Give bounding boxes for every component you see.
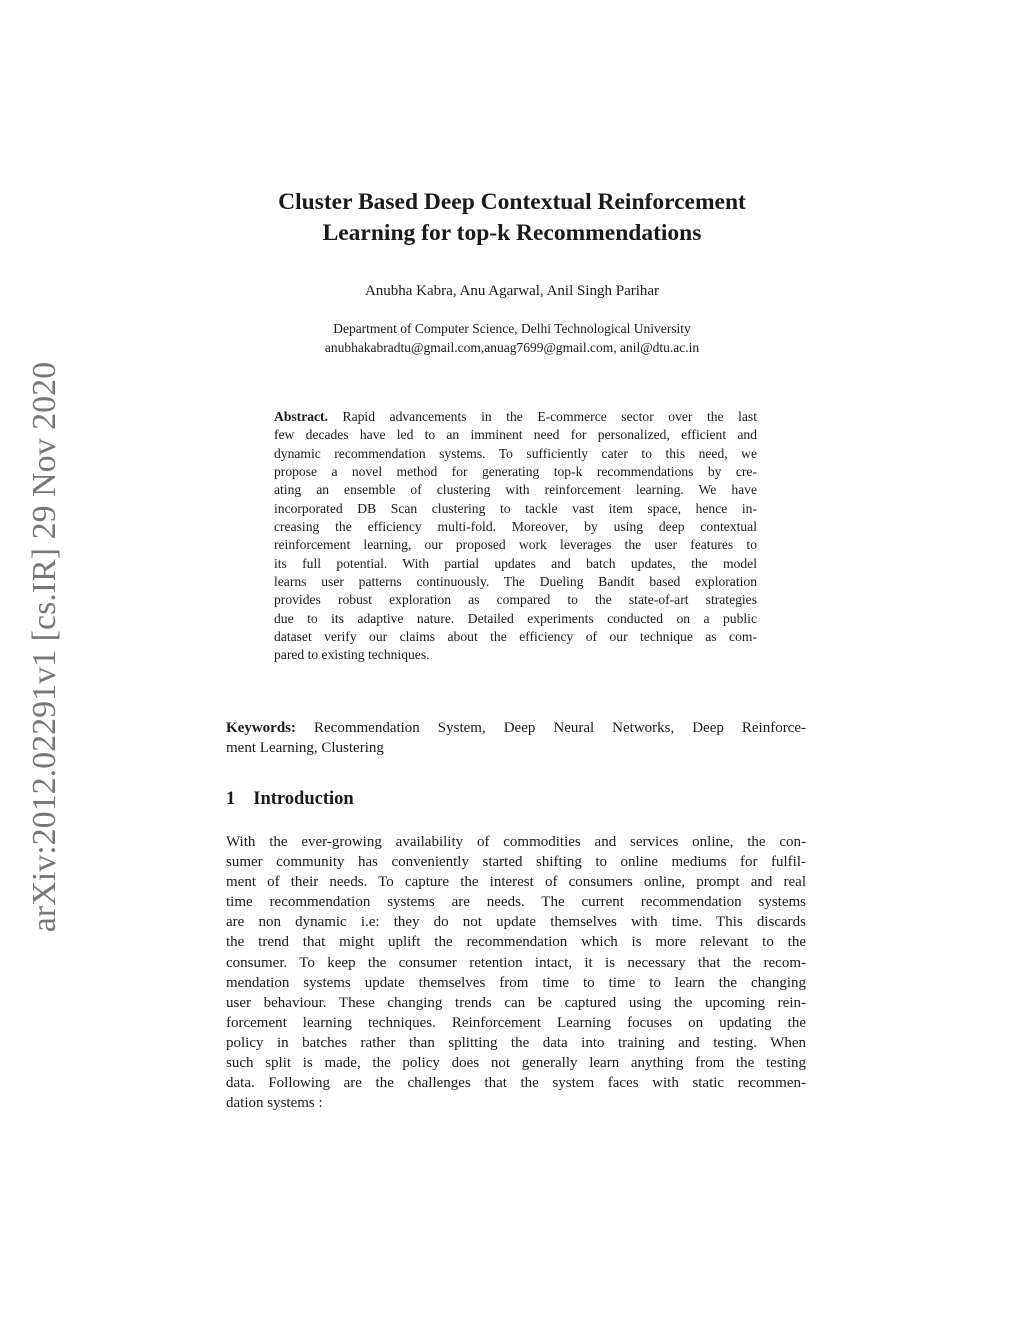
title-line: Cluster Based Deep Contextual Reinforcement	[278, 189, 746, 215]
title-line: Learning for top-k Recommendations	[322, 220, 702, 246]
text-line: policy in batches rather than splitting the data into training and testing. When	[226, 1034, 806, 1051]
keywords	[226, 718, 806, 758]
text-line: its full potential. With partial updates and batch updates, the model	[274, 555, 757, 571]
affiliation: Department of Computer Science, Delhi Technological University	[333, 321, 691, 336]
text-line: dynamic recommendation systems. To sufficiently cater to this need, we	[274, 445, 757, 461]
line-text: Recommendation System, Deep Neural Networks, Deep Reinforce-	[314, 720, 806, 736]
line-text: Rapid advancements in the E-commerce sector over the last	[342, 409, 757, 424]
text-line: mendation systems update themselves from time to time to learn the changing	[226, 974, 806, 991]
section-number: 1	[226, 789, 236, 809]
affiliation-block	[0, 319, 1024, 357]
text-line: forcement learning techniques. Reinforcement Learning focuses on updating the	[226, 1014, 806, 1031]
text-line: time recommendation systems are needs. The current recommendation systems	[226, 894, 806, 911]
section-heading	[226, 789, 372, 810]
text-line: consumer. To keep the consumer retention intact, it is necessary that the recom-	[226, 954, 806, 971]
text-line: propose a novel method for generating top-k recommendations by cre-	[274, 464, 757, 480]
text-line: With the ever-growing availability of commodities and services online, the con-	[226, 834, 806, 850]
arxiv-side-stamp: arXiv:2012.02291v1 [cs.IR] 29 Nov 2020	[26, 361, 63, 933]
text-line: reinforcement learning, our proposed work leverages the user features to	[274, 537, 757, 553]
text-line: creasing the efficiency multi-fold. Moreover, by using deep contextual	[274, 519, 757, 535]
authors: Anubha Kabra, Anu Agarwal, Anil Singh Parihar	[364, 283, 660, 299]
text-line: pared to existing techniques.	[274, 647, 430, 663]
text-line: incorporated DB Scan clustering to tackle vast item space, hence in-	[274, 500, 757, 516]
introduction-body	[226, 832, 806, 1113]
paper-title	[0, 187, 1024, 249]
label: Abstract.	[274, 409, 328, 424]
text-line	[274, 408, 757, 426]
text-line: dation systems :	[226, 1095, 323, 1112]
text-line: dataset verify our claims about the efficiency of our technique as com-	[274, 629, 757, 645]
text-line: such split is made, the policy does not generally learn anything from the testing	[226, 1055, 806, 1072]
text-line: ating an ensemble of clustering with reinforcement learning. We have	[274, 482, 757, 498]
text-line: ment of their needs. To capture the interest of consumers online, prompt and real	[226, 874, 806, 891]
text-line: due to its adaptive nature. Detailed experiments conducted on a public	[274, 610, 757, 626]
text-line: ment Learning, Clustering	[226, 740, 384, 756]
text-line: provides robust exploration as compared to the state-of-art strategies	[274, 592, 757, 608]
text-line	[226, 718, 806, 738]
text-line: the trend that might uplift the recommendation which is more relevant to the	[226, 934, 806, 951]
text-line: user behaviour. These changing trends can be captured using the upcoming rein-	[226, 994, 806, 1011]
emails: anubhakabradtu@gmail.com,anuag7699@gmail.com, anil@dtu.ac.in	[324, 340, 700, 355]
label: Keywords:	[226, 720, 296, 736]
section-title: Introduction	[253, 789, 354, 809]
text-line: few decades have led to an imminent need for personalized, efficient and	[274, 427, 757, 443]
text-line: sumer community has conveniently started shifting to online mediums for fulfil-	[226, 854, 806, 871]
text-line: learns user patterns continuously. The Dueling Bandit based exploration	[274, 574, 757, 590]
text-line: are non dynamic i.e: they do not update themselves with time. This discards	[226, 914, 806, 931]
abstract	[274, 408, 757, 665]
text-line: data. Following are the challenges that the system faces with static recommen-	[226, 1075, 806, 1092]
